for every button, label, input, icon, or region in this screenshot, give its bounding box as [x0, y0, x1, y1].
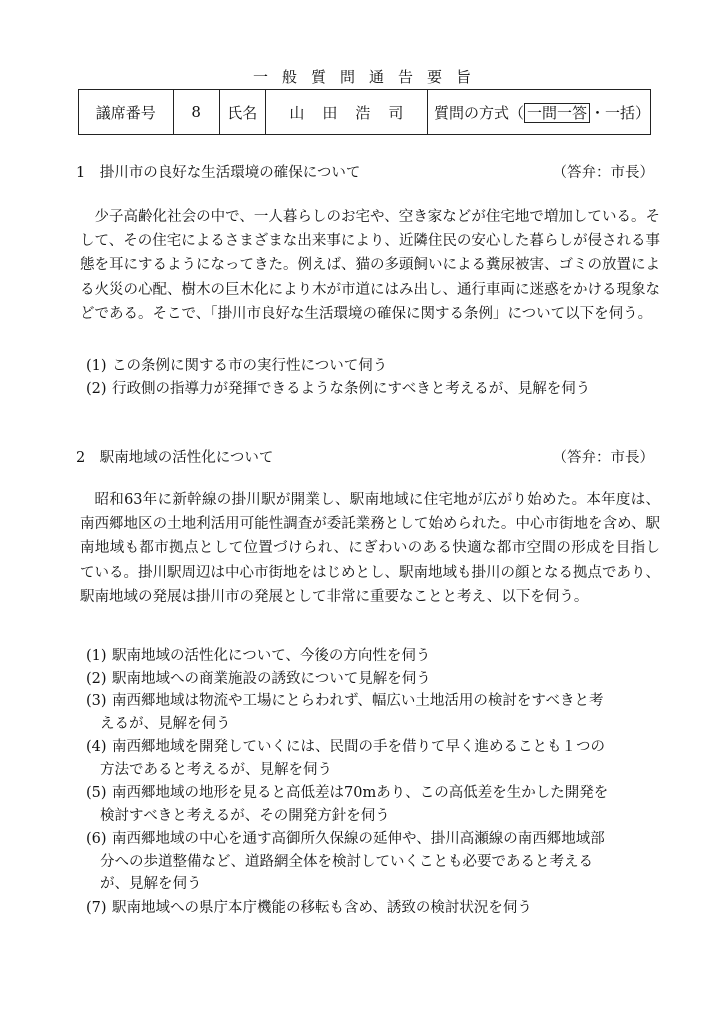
question-method: [427, 90, 650, 135]
question-text: この条例に関する市の実行性について伺う: [112, 358, 388, 374]
question-text: 南西郷地域の地形を見ると高低差は70mあり、この高低差を生かした開発を: [112, 785, 609, 801]
method-selected: 一問一答: [524, 103, 590, 123]
method-rest: ・一括）: [589, 103, 650, 122]
question-number: (2): [86, 671, 107, 687]
question-text: 行政側の指導力が発揮できるような条例にすべきと考えるが、見解を伺う: [112, 381, 591, 397]
section-2-answer: （答弁：市長）: [552, 450, 654, 466]
header-table: [78, 89, 651, 135]
question-text-continued: えるが、見解を伺う: [100, 715, 231, 732]
question-number: (1): [86, 648, 107, 664]
question-number: (5): [86, 785, 107, 801]
section-2-question-3: [86, 690, 662, 735]
question-number: (6): [86, 831, 107, 847]
section-2-question-4: [86, 736, 662, 781]
question-number: (1): [86, 358, 107, 374]
question-number: (7): [86, 900, 107, 916]
question-number: (2): [86, 381, 107, 397]
section-2-question-7: [86, 897, 662, 920]
question-number: (3): [86, 693, 107, 709]
question-text: 駅南地域への商業施設の誘致について見解を伺う: [112, 671, 431, 687]
section-1-heading: 1 掛川市の良好な生活環境の確保について: [76, 165, 361, 181]
name-label: 氏名: [219, 90, 265, 135]
question-text: 南西郷地域の中心を通す高御所久保線の延伸や、掛川高瀬線の南西郷地域部: [112, 831, 605, 847]
section-1-question-1: [86, 355, 662, 378]
question-number: (4): [86, 739, 107, 755]
section-1-paragraph: 少子高齢化社会の中で、一人暮らしのお宅や、空き家などが住宅地で増加している。そして、その住宅によるさまざまな出来事により、近隣住民の安心した暮らしが侵される事態を耳にするようになってきた。例えば、猫の多頭飼いによる糞尿被害、ゴミの放置による火災の心配、樹木の巨木化により木が市道にはみ出し、通行車両に迷惑をかける現象などである。そこで、「掛川市良好な生活環境の確保に関する条例」について以下を伺う。: [80, 209, 660, 322]
question-text-continued: 分への歩道整備など、道路網全体を検討していくことも必要であると考える: [100, 853, 593, 870]
section-2-question-6: [86, 828, 662, 896]
question-text: 駅南地域への県庁本庁機能の移転も含め、誘致の検討状況を伺う: [112, 900, 532, 916]
method-label: 質問の方式（: [433, 103, 524, 122]
question-text-continued-2: が、見解を伺う: [100, 876, 202, 893]
section-2-heading: 2 駅南地域の活性化について: [76, 450, 274, 466]
section-2-question-2: [86, 668, 662, 691]
question-text: 駅南地域の活性化について、今後の方向性を伺う: [112, 648, 431, 664]
section-2-paragraph: 昭和63年に新幹線の掛川駅が開業し、駅南地域に住宅地が広がり始めた。本年度は、南西郷地区の土地利活用可能性調査が委託業務として始められた。中心市街地を含め、駅南地域も都市拠点として位置づけられ、にぎわいのある快適な都市空間の形成を目指している。掛川駅周辺は中心市街地をはじめとし、駅南地域も掛川の顔となる拠点であり、駅南地域の発展は掛川市の発展として非常に重要なことと考え、以下を伺う。: [80, 492, 660, 605]
questioner-name: 山田浩司: [265, 90, 427, 135]
section-2-question-5: [86, 782, 662, 827]
section-1-question-2: [86, 378, 662, 401]
section-2-question-1: [86, 645, 662, 668]
seat-label: 議席番号: [79, 90, 174, 135]
question-text: 南西郷地域は物流や工場にとらわれず、幅広い土地活用の検討をすべきと考: [112, 693, 604, 709]
document-title: 一般質問通告要旨: [252, 68, 485, 86]
question-text: 南西郷地域を開発していくには、民間の手を借りて早く進めることも１つの: [112, 739, 605, 755]
seat-number: 8: [173, 90, 219, 135]
section-1-answer: （答弁：市長）: [552, 165, 654, 181]
question-text-continued: 検討すべきと考えるが、その開発方針を伺う: [100, 807, 390, 824]
question-text-continued: 方法であると考えるが、見解を伺う: [100, 761, 332, 778]
